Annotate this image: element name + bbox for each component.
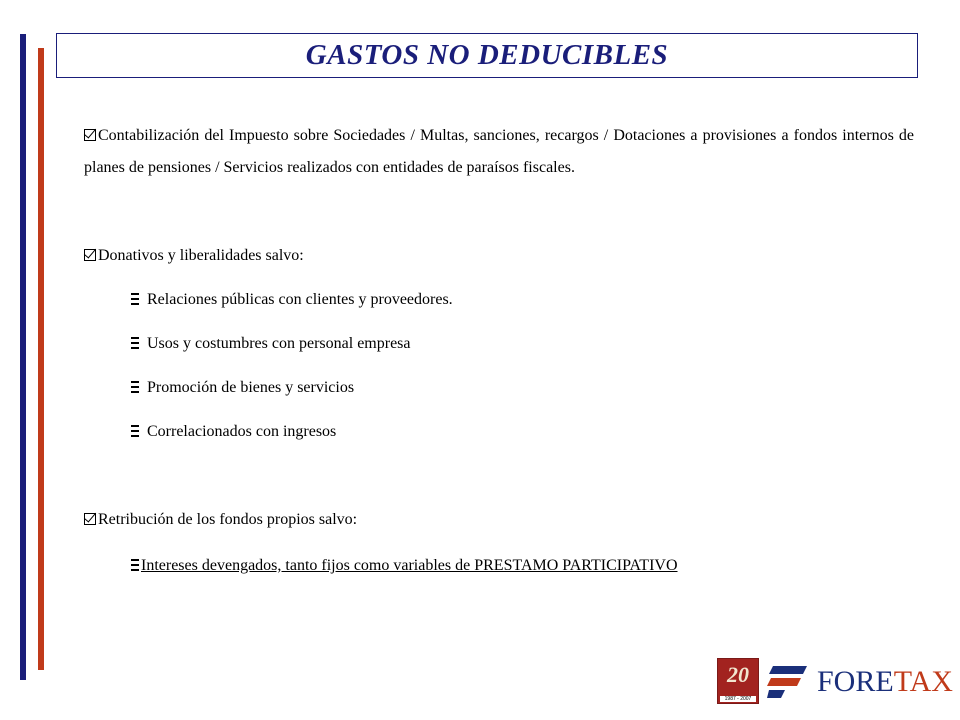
- sub-item-text: Relaciones públicas con clientes y proveedores.: [147, 291, 453, 308]
- checkbox-checked-icon: [84, 249, 96, 261]
- sub-item-text: Promoción de bienes y servicios: [147, 379, 355, 396]
- stacked-bars-icon: [131, 337, 139, 349]
- anniversary-logo: [717, 658, 759, 704]
- logo-number: 20: [727, 662, 749, 687]
- sub-list-item: [131, 556, 678, 576]
- sub-item-text: Usos y costumbres con personal empresa: [147, 335, 411, 352]
- sub-list-item: [131, 422, 336, 442]
- sub-list-item: [131, 334, 411, 354]
- brand-name: [817, 664, 953, 700]
- list-item: [84, 246, 304, 266]
- sub-item-text: Correlacionados con ingresos: [147, 423, 337, 440]
- sub-item-text: Intereses devengados, tanto fijos como variables de PRESTAMO PARTICIPATIVO: [141, 557, 678, 574]
- left-red-bar: [38, 48, 44, 670]
- brand-part-fore: FORE: [817, 665, 894, 698]
- checkbox-checked-icon: [84, 513, 96, 525]
- left-blue-bar: [20, 34, 26, 680]
- foretax-mark-icon: [767, 662, 807, 698]
- title-box: [56, 33, 918, 78]
- stacked-bars-icon: [131, 425, 139, 437]
- item-text: Donativos y liberalidades salvo:: [98, 247, 304, 264]
- page-title: GASTOS NO DEDUCIBLES: [305, 39, 669, 71]
- sub-list-item: [131, 290, 453, 310]
- brand-part-tax: TAX: [893, 665, 953, 698]
- list-item: [84, 120, 914, 184]
- stacked-bars-icon: [131, 293, 139, 305]
- checkbox-checked-icon: [84, 129, 96, 141]
- sub-list-item: [131, 378, 354, 398]
- logo-years: 1987 - 2007: [720, 696, 756, 702]
- item-text: Contabilización del Impuesto sobre Sociedades / Multas, sanciones, recargos / Dotaciones a provisiones a fondos internos de planes de pensiones / Servicios realizados con entidades de paraísos fiscales.: [84, 127, 914, 176]
- item-text: Retribución de los fondos propios salvo:: [98, 511, 358, 528]
- stacked-bars-icon: [131, 381, 139, 393]
- list-item: [84, 510, 357, 530]
- stacked-bars-icon: [131, 559, 139, 571]
